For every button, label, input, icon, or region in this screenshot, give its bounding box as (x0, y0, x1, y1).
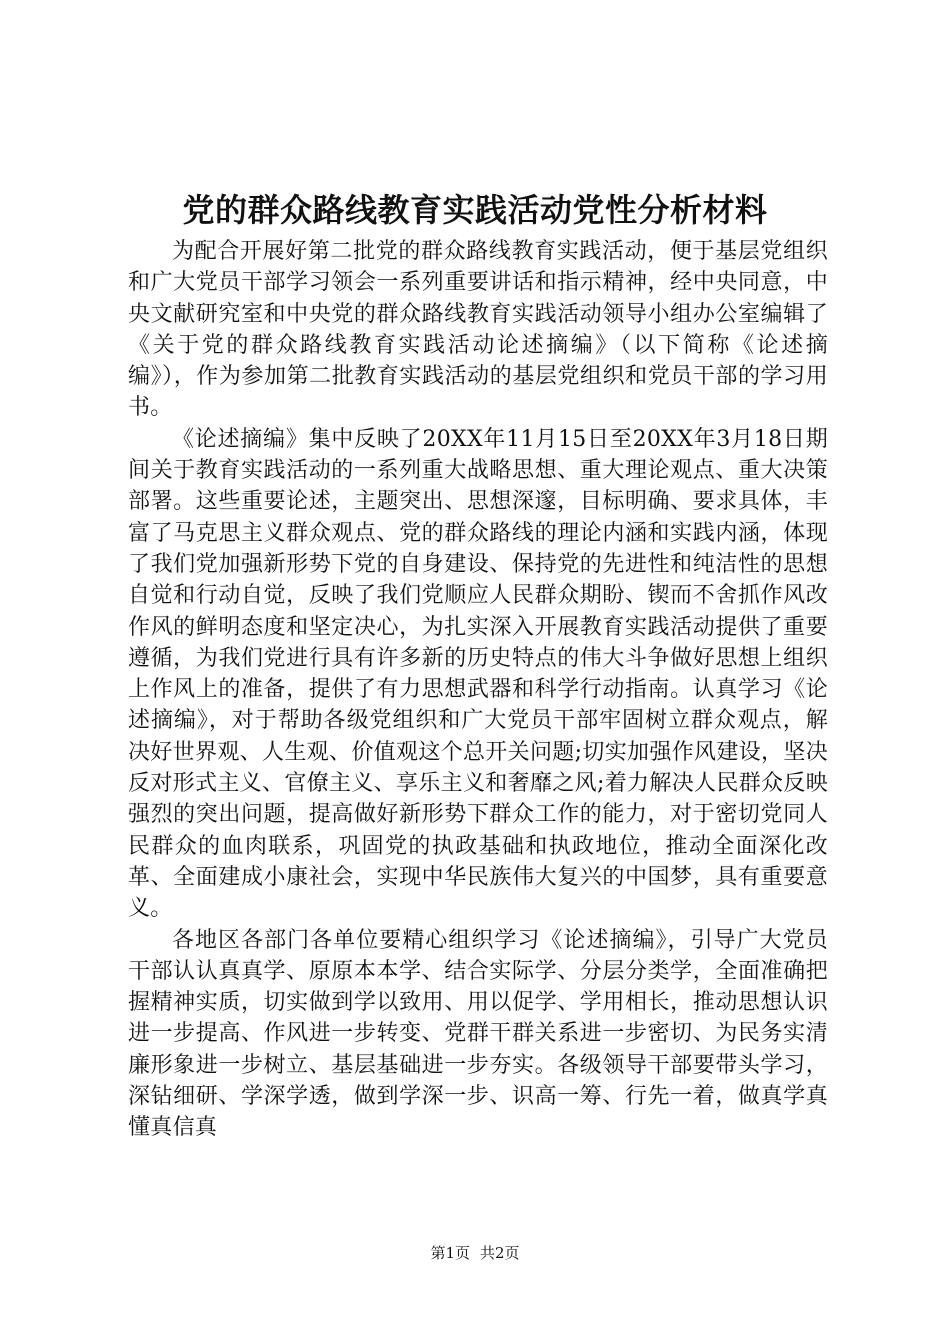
page-number-total: 共2页 (480, 1244, 520, 1262)
paragraph-3: 各地区各部门各单位要精心组织学习《论述摘编》，引导广大党员干部认认真真学、原原本本学、结合实际学、分层分类学，全面准确把握精神实质，切实做到学以致用、用以促学、学用相长，推动思想认识进一步提高、作风进一步转变、党群干群关系进一步密切、为民务实清廉形象进一步树立、基层基础进一步夯实。各级领导干部要带头学习，深钻细研、学深学透，做到学深一步、识高一筹、行先一着，做真学真懂真信真 (128, 927, 828, 1141)
page-footer (0, 1243, 950, 1263)
paragraph-2: 《论述摘编》集中反映了20XX年11月15日至20XX年3月18日期间关于教育实践活动的一系列重大战略思想、重大理论观点、重大决策部署。这些重要论述，主题突出、思想深邃，目标明确、要求具体，丰富了马克思主义群众观点、党的群众路线的理论内涵和实践内涵，体现了我们党加强新形势下党的自身建设、保持党的先进性和纯洁性的思想自觉和行动自觉，反映了我们党顺应人民群众期盼、锲而不舍抓作风改作风的鲜明态度和坚定决心，为扎实深入开展教育实践活动提供了重要遵循，为我们党进行具有许多新的历史特点的伟大斗争做好思想上组织上作风上的准备，提供了有力思想武器和科学行动指南。认真学习《论述摘编》，对于帮助各级党组织和广大党员干部牢固树立群众观点，解决好世界观、人生观、价值观这个总开关问题;切实加强作风建设，坚决反对形式主义、官僚主义、享乐主义和奢靡之风;着力解决人民群众反映强烈的突出问题，提高做好新形势下群众工作的能力，对于密切党同人民群众的血肉联系，巩固党的执政基础和执政地位，推动全面深化改革、全面建成小康社会，实现中华民族伟大复兴的中国梦，具有重要意义。 (128, 426, 828, 922)
document-body (128, 236, 828, 1144)
page-number-current: 第1页 (430, 1244, 470, 1262)
paragraph-1: 为配合开展好第二批党的群众路线教育实践活动，便于基层党组织和广大党员干部学习领会一系列重要讲话和指示精神，经中央同意，中央文献研究室和中央党的群众路线教育实践活动领导小组办公室编辑了《关于党的群众路线教育实践活动论述摘编》（以下简称《论述摘编》），作为参加第二批教育实践活动的基层党组织和党员干部的学习用书。 (128, 239, 828, 421)
document-title: 党的群众路线教育实践活动党性分析材料 (182, 191, 768, 229)
